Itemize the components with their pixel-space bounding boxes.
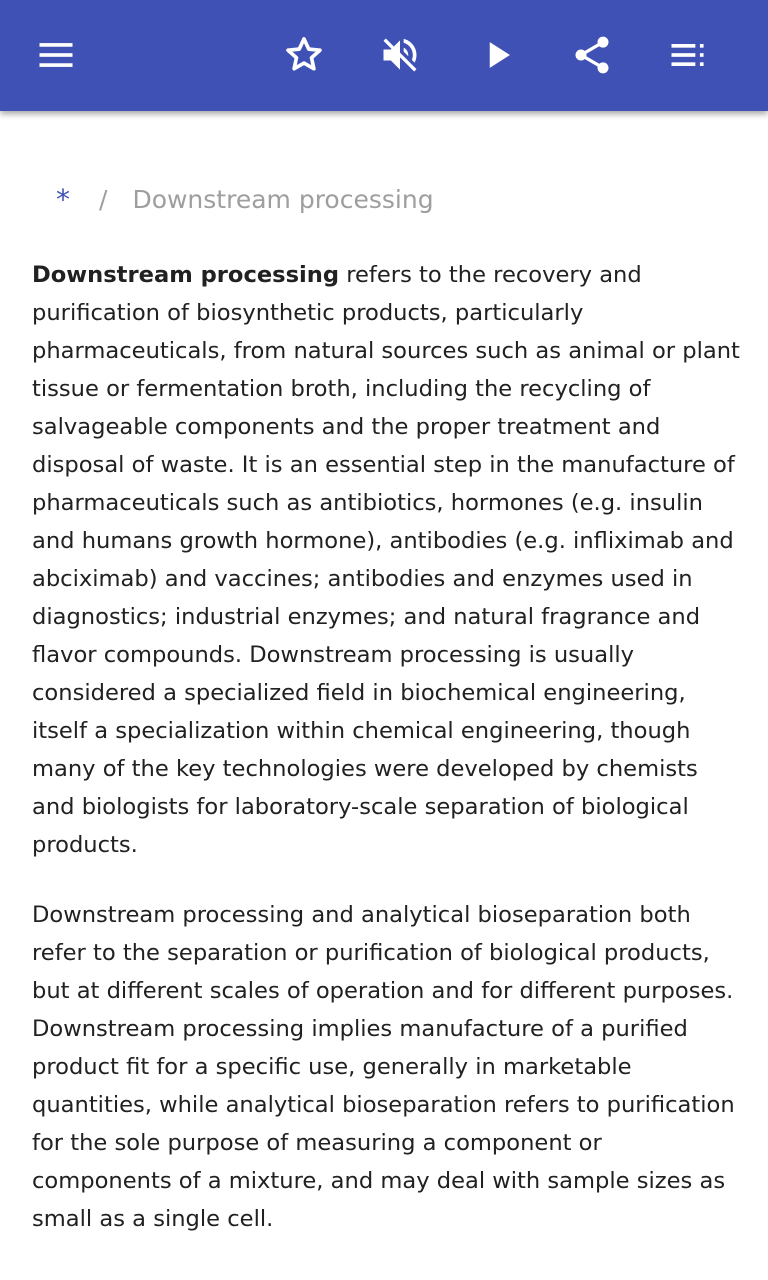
sound-toggle-button[interactable]	[372, 27, 428, 83]
list-icon	[666, 33, 710, 77]
star-outline-icon	[282, 33, 326, 77]
toc-button[interactable]	[660, 27, 716, 83]
breadcrumb-current: Downstream processing	[132, 184, 434, 214]
article-paragraph	[32, 256, 740, 864]
share-icon	[570, 33, 614, 77]
play-icon	[476, 33, 520, 77]
play-button[interactable]	[470, 27, 526, 83]
article-body	[32, 256, 740, 1270]
article-term: Downstream processing	[32, 262, 340, 288]
share-button[interactable]	[564, 27, 620, 83]
favorite-button[interactable]	[276, 27, 332, 83]
article-content	[0, 111, 768, 1280]
app-toolbar	[0, 0, 768, 111]
menu-icon	[34, 33, 78, 77]
menu-button[interactable]	[28, 27, 84, 83]
breadcrumb-separator: /	[99, 184, 108, 214]
volume-off-icon	[378, 33, 422, 77]
breadcrumb	[52, 177, 434, 221]
article-paragraph-text: refers to the recovery and purification of biosynthetic products, particularly pharmaceuticals, from natural sources such as animal or plant tissue or fermentation broth, including the recycling of salvageable components and the proper treatment and disposal of waste. It is an essential step in the manufacture of pharmaceuticals such as antibiotics, hormones (e.g. insulin and humans growth hormone), antibodies (e.g. infliximab and abciximab) and vaccines; antibodies and enzymes used in diagnostics; industrial enzymes; and natural fragrance and flavor compounds. Downstream processing is usually considered a specialized field in biochemical engineering, itself a specialization within chemical engineering, though many of the key technologies were developed by chemists and biologists for laboratory-scale separation of biological products.	[32, 262, 740, 858]
article-paragraph: Downstream processing and analytical bioseparation both refer to the separation or purification of biological products, but at different scales of operation and for different purposes. Downstream processing implies manufacture of a purified product fit for a specific use, generally in marketable quantities, while analytical bioseparation refers to purification for the sole purpose of measuring a component or components of a mixture, and may deal with sample sizes as small as a single cell.	[32, 902, 735, 1232]
breadcrumb-home-link[interactable]: *	[56, 182, 70, 216]
